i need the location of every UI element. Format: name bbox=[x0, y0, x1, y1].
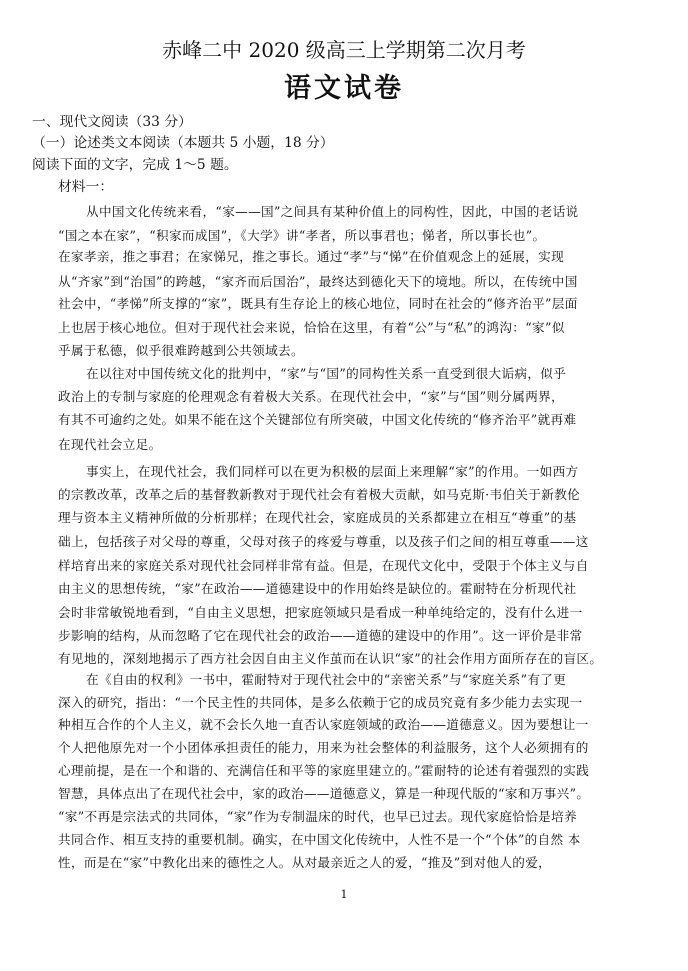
body-line: 有其不可逾约之处。如果不能在这个关键部位有所突破，中国文化传统的“修齐治平”就再难 bbox=[58, 412, 577, 427]
material-label: 材料一： bbox=[58, 179, 114, 195]
body-line: 事实上，在现代社会，我们同样可以在更为积极的层面上来理解“家”的作用。一如西方 bbox=[86, 464, 579, 479]
body-line: 政治上的专制与家庭的伦理观念有着极大关系。在现代社会中，“家”与“国”则分属两界， bbox=[58, 389, 565, 404]
body-line: 的宗教改革，改革之后的基督教新教对于现代社会有着极大贡献，如马克斯·韦伯关于新教伦 bbox=[58, 487, 581, 502]
body-line: 在以往对中国传统文化的批判中，“家”与“国”的同构性关系一直受到很大诟病，似乎 bbox=[86, 366, 567, 381]
body-line: 乎属于私德，似乎很难跨越到公共领域去。 bbox=[58, 343, 304, 358]
body-line: 深入的研究，指出：“一个民主性的共同体，是多么依赖于它的成员究竟有多少能力去实现一 bbox=[58, 695, 583, 710]
body-line: 理与资本主义精神所做的分析那样；在现代社会，家庭成员的关系都建立在相互“尊重”的基 bbox=[58, 510, 577, 525]
part-heading: 一、现代文阅读（33 分） bbox=[32, 114, 192, 130]
body-line: 在家孝亲，推之事君；在家悌兄，推之事长。通过“孝”与“悌”在价值观念上的延展，实现 bbox=[58, 249, 565, 264]
body-line: 础上，包括孩子对父母的尊重，父母对孩子的疼爱与尊重，以及孩子们之间的相互尊重——这 bbox=[58, 534, 589, 549]
body-line: 社会中，“孝悌”所支撑的“家”，既具有生存论上的核心地位，同时在社会的“修齐治平”层面 bbox=[58, 296, 578, 311]
body-line: 会时非常敏锐地看到，“自由主义思想，把家庭领域只是看成一种单纯给定的，没有什么进一 bbox=[58, 605, 583, 620]
body-line: 在《自由的权利》一书中，霍耐特对于现代社会中的“亲密关系”与“家庭关系”有了更 bbox=[86, 672, 567, 687]
body-line: 共同合作、相互支持的重要机制。确实，在中国文化传统中，人性不是一个“个体”的自然 本 bbox=[58, 832, 581, 847]
subject-title: 语文试卷 bbox=[284, 73, 404, 104]
instruction-text: 阅读下面的文字，完成 1～5 题。 bbox=[32, 157, 238, 173]
body-line: 在现代社会立足。 bbox=[58, 437, 162, 452]
body-line: 步影响的结构，从而忽略了它在现代社会的政治——道德的建设中的作用”。这一评价是非常 bbox=[58, 628, 583, 643]
body-line: 智慧，具体点出了在现代社会中，家的政治——道德意义，算是一种现代版的“家和万事兴”。 bbox=[58, 786, 590, 801]
body-line: 样培育出来的家庭关系对现代社会同样非常有益。但是，在现代文化中，受限于个体主义与自 bbox=[58, 558, 589, 573]
body-line: “家”不再是宗法式的共同体，“家”作为专制温床的时代，也早已过去。现代家庭恰恰是培养 bbox=[58, 809, 578, 824]
body-line: 从中国文化传统来看，“家——国”之间具有某种价值上的同构性，因此，中国的老话说 bbox=[86, 204, 579, 219]
body-line: 由主义的思想传统，“家”在政治——道德建设中的作用始终是缺位的。霍耐特在分析现代社 bbox=[58, 581, 577, 596]
page-number: 1 bbox=[340, 888, 348, 901]
body-line: 有见地的，深刻地揭示了西方社会因自由主义作茧而在认识“家”的社会作用方面所存在的盲区。 bbox=[58, 651, 603, 666]
exam-title: 赤峰二中 2020 级高三上学期第二次月考 bbox=[162, 38, 526, 62]
body-line: 种相互合作的个人主义，就不会长久地一直否认家庭领域的政治——道德意义。因为要想让一 bbox=[58, 717, 589, 732]
body-line: 上也居于核心地位。但对于现代社会来说，恰恰在这里，有着“公”与“私”的鸿沟：“家”似 bbox=[58, 320, 565, 335]
body-line: 性，而是在“家”中教化出来的德性之人。从对最亲近之人的爱，“推及”到对他人的爱， bbox=[58, 855, 552, 870]
sub-heading: （一）论述类文本阅读（本题共 5 小题，18 分） bbox=[32, 135, 334, 151]
body-line: 从“齐家”到“治国”的跨越，“家齐而后国治”，最终达到德化天下的境地。所以，在传统中国 bbox=[58, 274, 578, 289]
body-line: 心理前提，是在一个和谐的、充满信任和平等的家庭里建立的。”霍耐特的论述有着强烈的实践 bbox=[58, 763, 590, 778]
body-line: 个人把他原先对一个小团体承担责任的能力，用来为社会整体的利益服务，这个人必须拥有的 bbox=[58, 740, 589, 755]
body-line: “国之本在家”，“积家而成国”，《大学》讲“孝者，所以事君也；悌者，所以事长也”。 bbox=[58, 228, 546, 243]
